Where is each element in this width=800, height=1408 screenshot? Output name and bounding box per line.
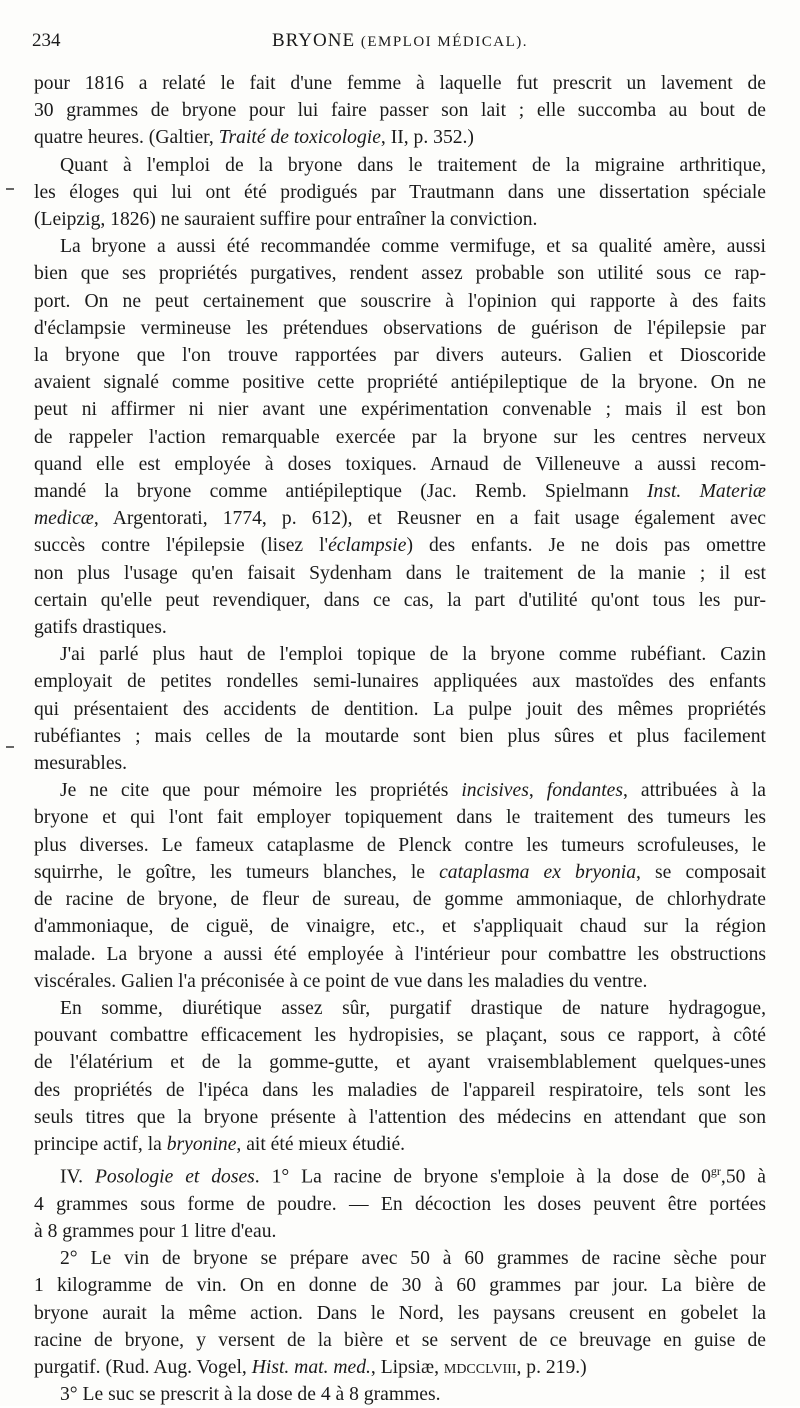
text-line [34,288,766,315]
text-line [34,641,766,668]
text-line [34,1272,766,1299]
paragraph [34,641,766,777]
text-run: les éloges qui lui ont été prodigués par Trautmann dans une dissertation spéciale [34,181,766,203]
text-run: squirrhe, le goître, les tumeurs blanches, le [34,861,440,883]
text-run: employait de petites rondelles semi-lunaires appliquées aux mastoïdes des enfants [34,671,766,693]
text-line [34,179,766,206]
text-run: , se composait [636,861,766,883]
paragraph [34,70,766,152]
text-line [34,723,766,750]
text-run: plus diverses. Le fameux cataplasme de Plenck contre les tumeurs scrofuleuses, le [34,834,766,856]
text-run: éclampsie [328,535,407,557]
text-line [34,1191,766,1218]
text-run: mesurables. [34,753,128,775]
paragraph [34,1245,766,1381]
running-title-sub: (EMPLOI MÉDICAL). [360,34,528,50]
text-line [34,696,766,723]
paragraph [34,1381,766,1408]
text-run: port. On ne peut certainement que souscrire à l'opinion qui rapporte à des faits [34,290,766,312]
text-run: IV. [60,1166,95,1188]
body-text [34,70,766,1408]
text-line [34,941,766,968]
text-run: non plus l'usage qu'en faisait Sydenham dans le traitement de la manie ; il est [34,562,766,584]
text-run: de l'élatérium et de la gomme-gutte, et ayant vraisemblablement quelques-unes [34,1052,766,1074]
text-line [34,804,766,831]
text-run: viscérales. Galien l'a préconisée à ce point de vue dans les maladies du ventre. [34,970,648,992]
text-run: En somme, diurétique assez sûr, purgatif drastique de nature hydragogue, [60,997,766,1019]
text-line [34,995,766,1022]
text-line [34,315,766,342]
text-line [34,1354,766,1381]
text-run: fondantes [546,780,623,802]
text-run: succès contre l'épilepsie (lisez l' [34,535,329,557]
text-line [34,832,766,859]
margin-mark [6,746,14,748]
text-run: ,50 à [720,1166,767,1188]
text-line [34,396,766,423]
text-line [34,1245,766,1272]
text-line [34,369,766,396]
text-line [34,1022,766,1049]
text-run: 30 grammes de bryone pour lui faire passer son lait ; elle succomba au bout de [34,100,766,122]
text-line [34,233,766,260]
text-run: gr [710,1164,721,1179]
paragraph [34,233,766,641]
text-run: incisives [461,780,529,802]
text-run: 4 grammes sous forme de poudre. — En décoction les doses peuvent être portées [34,1193,766,1215]
text-run: 3° Le suc se prescrit à la dose de 4 à 8 grammes. [60,1384,441,1406]
text-run: bryonine [166,1133,237,1155]
text-run: , Lipsiæ, [370,1357,444,1379]
running-title-main: BRYONE [272,30,356,51]
text-run: quatre heures. (Galtier, [34,127,219,149]
text-line [34,342,766,369]
text-run: 1 kilogramme de vin. On en donne de 30 à 60 grammes par jour. La bière de [34,1275,766,1297]
text-run: (Leipzig, 1826) ne sauraient suffire pour entraîner la conviction. [34,209,538,231]
text-line [34,424,766,451]
text-line [34,1381,766,1408]
text-run: . 1° La racine de bryone s'emploie à la dose de 0 [254,1166,711,1188]
text-run: Inst. Materiæ [647,481,766,503]
text-line [34,1327,766,1354]
text-line [34,859,766,886]
page-header [32,30,768,60]
text-run: qui présentaient des accidents de dentition. La pulpe jouit des mêmes propriétés [34,698,766,720]
text-run: avaient signalé comme positive cette propriété antiépileptique de la bryone. On ne [34,372,766,394]
text-run: mdcclviii [443,1357,517,1379]
page-number: 234 [32,30,61,51]
text-run: , ait été mieux étudié. [236,1133,406,1155]
text-line [34,1104,766,1131]
text-run: Je ne cite que pour mémoire les propriétés [60,780,462,802]
text-run: rubéfiantes ; mais celles de la moutarde sont bien plus sûres et plus facilement [34,725,766,747]
text-run: ) des enfants. Je ne dois pas omettre [406,535,766,557]
text-run: peut ni affirmer ni nier avant une expérimentation convenable ; mais il est bon [34,399,766,421]
text-run: La bryone a aussi été recommandée comme vermifuge, et sa qualité amère, aussi [60,236,766,258]
text-line [34,1131,766,1158]
paragraph [34,152,766,234]
text-line [34,1218,766,1245]
text-line [34,614,766,641]
text-run: , II, p. 352.) [380,127,474,149]
text-line [34,1158,766,1191]
text-line [34,260,766,287]
text-line [34,750,766,777]
text-line [34,206,766,233]
paragraph [34,777,766,995]
text-line [34,478,766,505]
text-run: mandé la bryone comme antiépileptique (Jac. Remb. Spielmann [34,481,648,503]
running-title [32,30,768,52]
text-line [34,505,766,532]
text-line [34,1300,766,1327]
text-line [34,587,766,614]
text-run: purgatif. (Rud. Aug. Vogel, [34,1357,252,1379]
text-line [34,886,766,913]
paragraph [34,1158,766,1245]
text-run: bryone et qui l'ont fait employer topiquement dans le traitement des tumeurs les [34,807,766,829]
text-run: medicæ [34,508,94,530]
text-run: cataplasma ex bryonia [439,861,637,883]
text-run: quand elle est employée à doses toxiques. Arnaud de Villeneuve a aussi recom- [34,453,766,475]
text-line [34,968,766,995]
text-line [34,777,766,804]
text-run: d'éclampsie vermineuse les prétendues observations de guérison de l'épilepsie par [34,317,766,339]
text-run: 2° Le vin de bryone se prépare avec 50 à 60 grammes de racine sèche pour [60,1248,766,1270]
text-line [34,1049,766,1076]
text-run: , p. 219.) [516,1357,587,1379]
text-run: , Argentorati, 1774, p. 612), et Reusner en a fait usage également avec [93,508,766,530]
text-run: la bryone que l'on trouve rapportées par divers auteurs. Galien et Dioscoride [34,345,766,367]
text-line [34,668,766,695]
text-run: Quant à l'emploi de la bryone dans le traitement de la migraine arthritique, [60,154,766,176]
margin-mark [6,188,14,190]
text-line [34,913,766,940]
text-line [34,97,766,124]
text-run: pour 1816 a relaté le fait d'une femme à laquelle fut prescrit un lavement de [34,73,766,94]
text-run: gatifs drastiques. [34,617,167,639]
text-run: à 8 grammes pour 1 litre d'eau. [34,1221,277,1243]
text-run: racine de bryone, y versent de la bière et se servent de ce breuvage en guise de [34,1329,766,1351]
text-run: de racine de bryone, de fleur de sureau, de gomme ammoniaque, de chlorhydrate [34,889,766,911]
text-run: de rappeler l'action remarquable exercée par la bryone sur les centres nerveux [34,426,766,448]
text-line [34,1077,766,1104]
text-run: pouvant combattre efficacement les hydropisies, se plaçant, sous ce rapport, à côté [34,1025,766,1047]
text-line [34,152,766,179]
text-line [34,70,766,97]
text-run: bryone aurait la même action. Dans le Nord, les paysans creusent en gobelet la [34,1302,766,1324]
text-run: Traité de toxicologie [218,127,381,149]
text-line [34,560,766,587]
text-run: d'ammoniaque, de ciguë, de vinaigre, etc., et s'appliquait chaud sur la région [34,916,766,938]
text-run: Posologie et doses [94,1166,255,1188]
text-run: , [528,780,547,802]
text-run: Hist. mat. med. [251,1357,371,1379]
text-line [34,532,766,559]
text-run: principe actif, la [34,1133,167,1155]
paragraph [34,995,766,1158]
text-run: J'ai parlé plus haut de l'emploi topique de la bryone comme rubéfiant. Cazin [60,644,766,666]
text-run: , attribuées à la [622,780,766,802]
text-line [34,124,766,151]
text-run: malade. La bryone a aussi été employée à l'intérieur pour combattre les obstructions [34,943,766,965]
text-run: certain qu'elle peut revendiquer, dans ce cas, la part d'utilité qu'ont tous les pur- [34,589,766,611]
text-run: des propriétés de l'ipéca dans les maladies de l'appareil respiratoire, tels sont les [34,1079,766,1101]
text-run: seuls titres que la bryone présente à l'attention des médecins en attendant que son [34,1106,766,1128]
text-run: bien que ses propriétés purgatives, rendent assez probable son utilité sous ce rap- [34,263,766,285]
text-line [34,451,766,478]
